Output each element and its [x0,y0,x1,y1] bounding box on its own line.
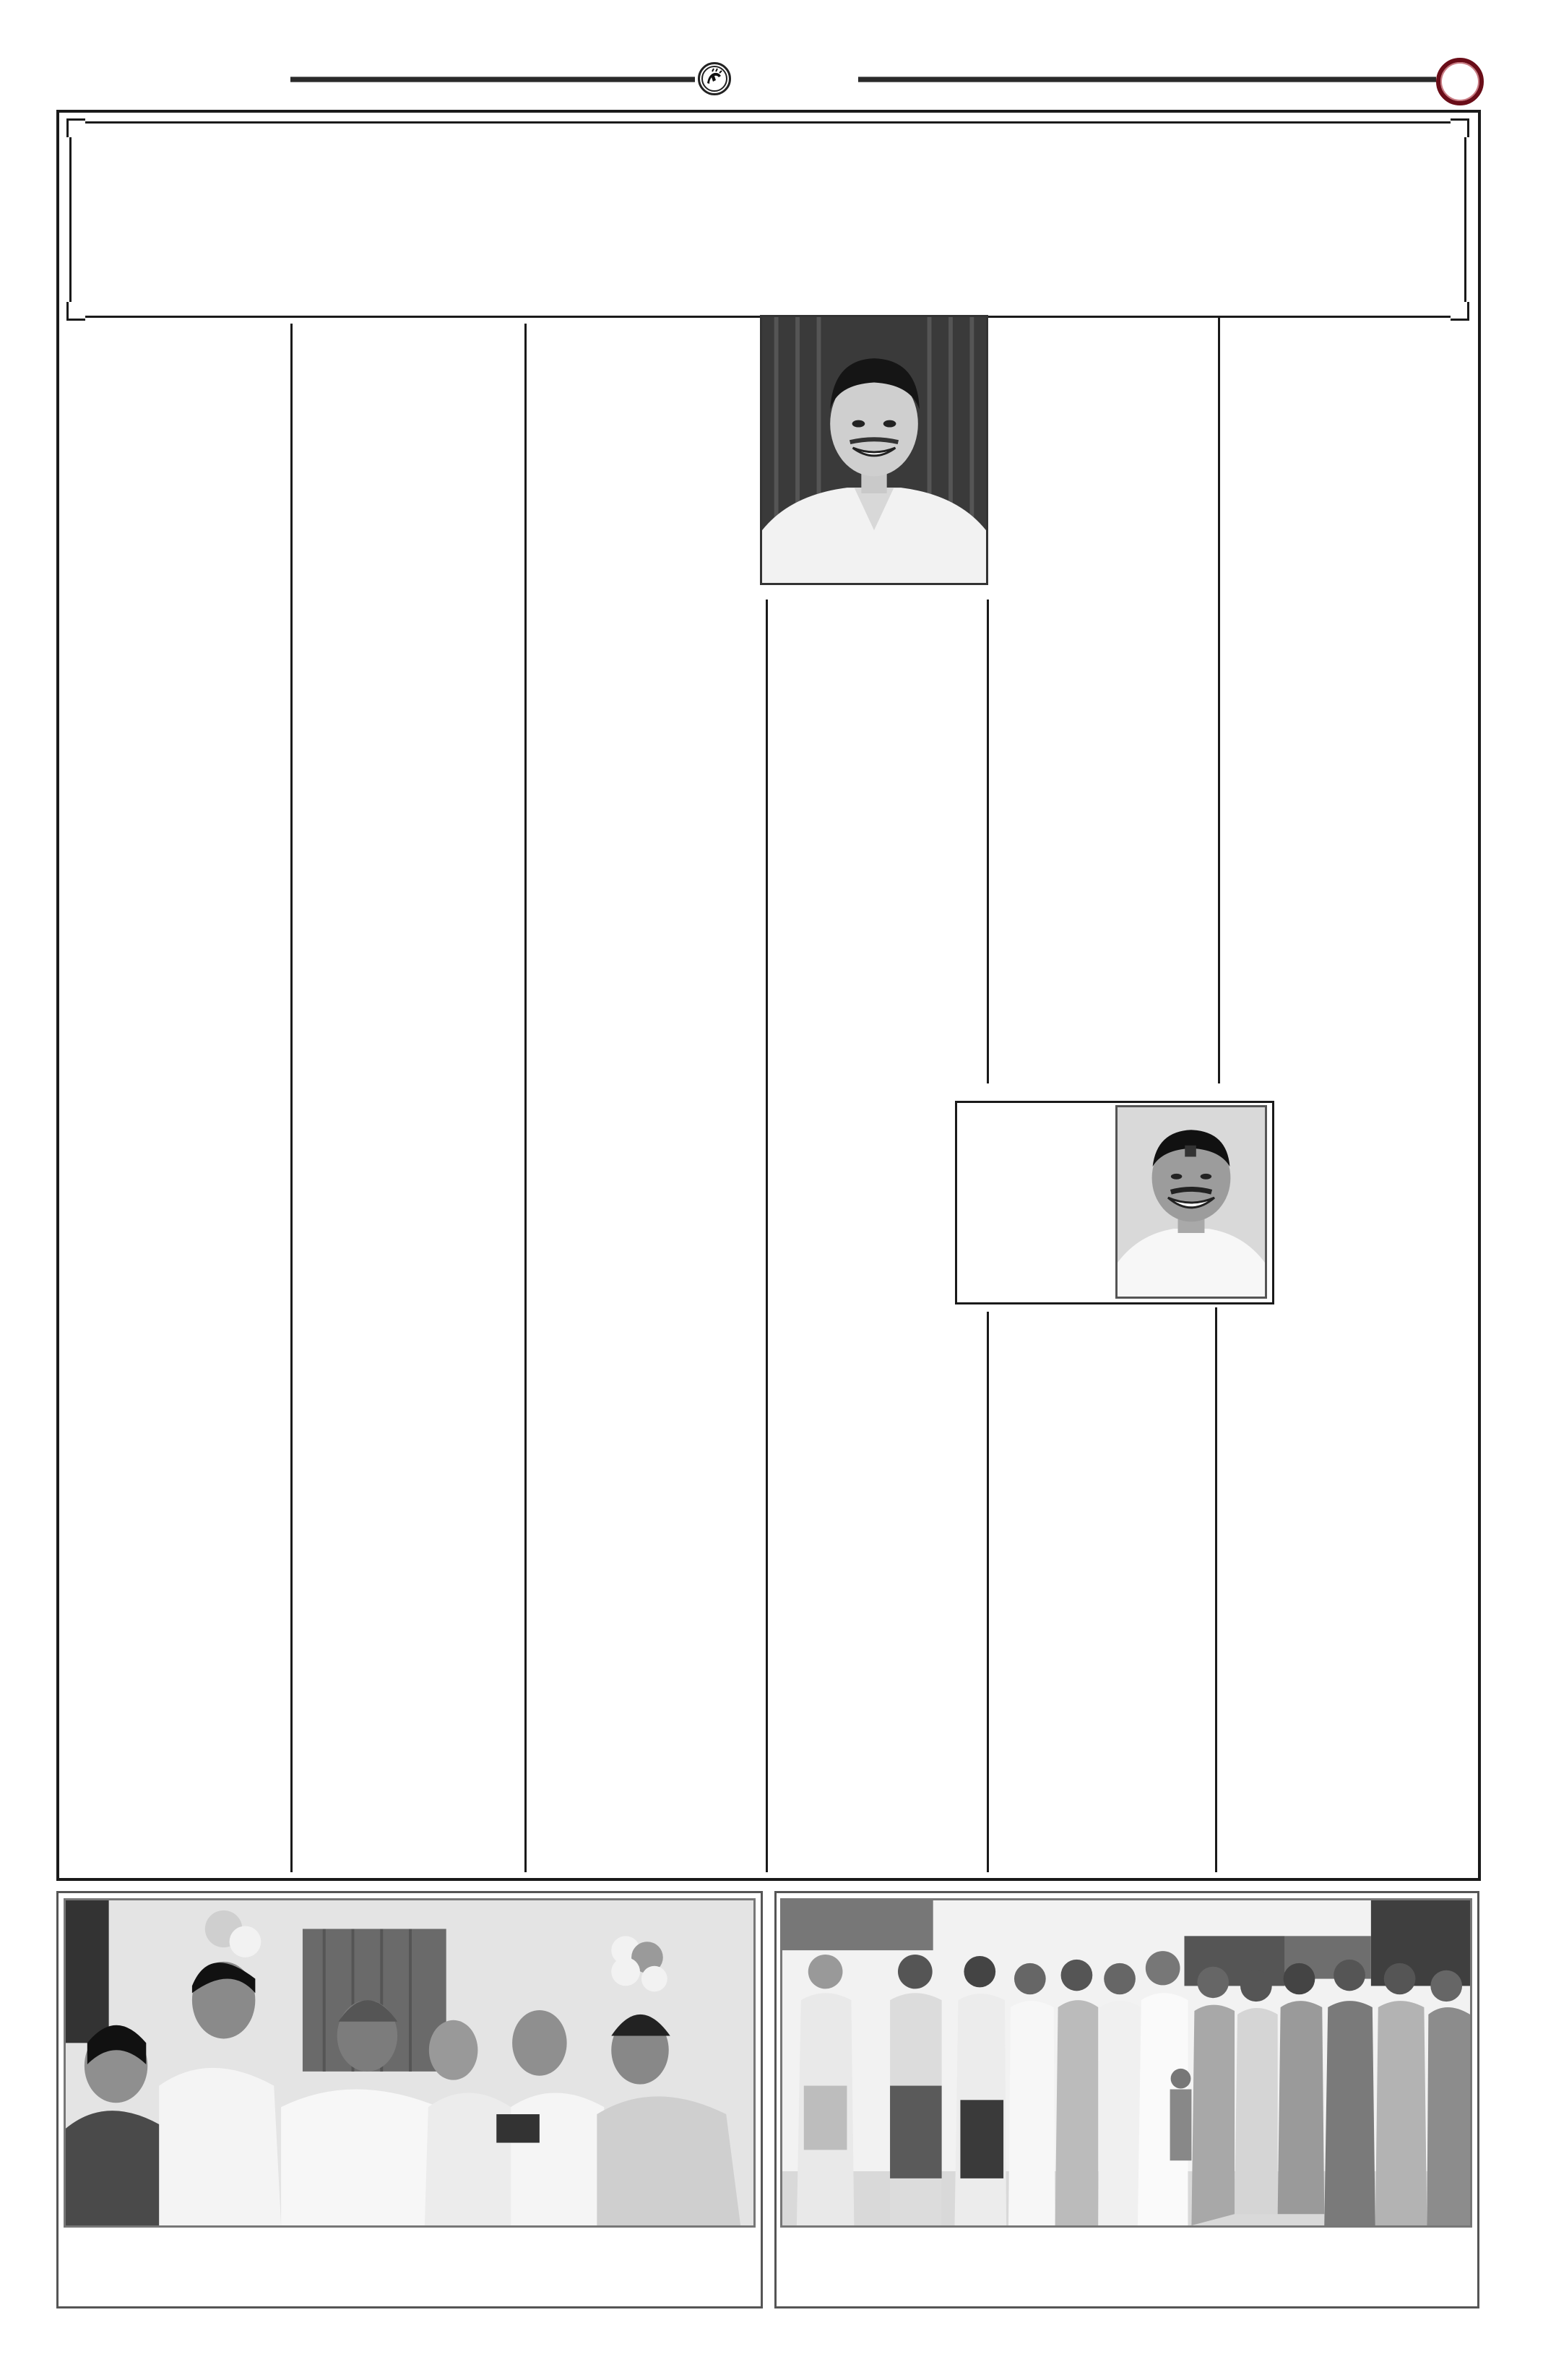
portrait-photo-icon [760,315,988,585]
masthead-rule-left [290,77,695,82]
event-photo-icon [64,1898,756,2228]
column-rule-1 [290,324,293,1872]
rising-sun-hand-icon [698,62,731,95]
frame-corner-top-left [66,118,85,137]
column-rule-5a [1218,318,1220,1083]
frame-corner-top-right [1451,118,1469,137]
column-rule-4b [987,1312,989,1872]
group-photo-icon [780,1898,1472,2228]
frame-corner-bottom-left [66,302,85,321]
column-rule-3 [766,600,768,1872]
ornamental-frame-icon [69,121,1466,318]
portrait-photo-icon [1115,1105,1267,1299]
column-rule-2 [524,324,527,1872]
masthead-rule-right [858,77,1436,82]
column-rule-4a [987,600,989,1083]
column-rule-5b [1215,1307,1217,1872]
frame-corner-bottom-right [1451,302,1469,321]
page-number-circle-icon [1436,58,1484,105]
